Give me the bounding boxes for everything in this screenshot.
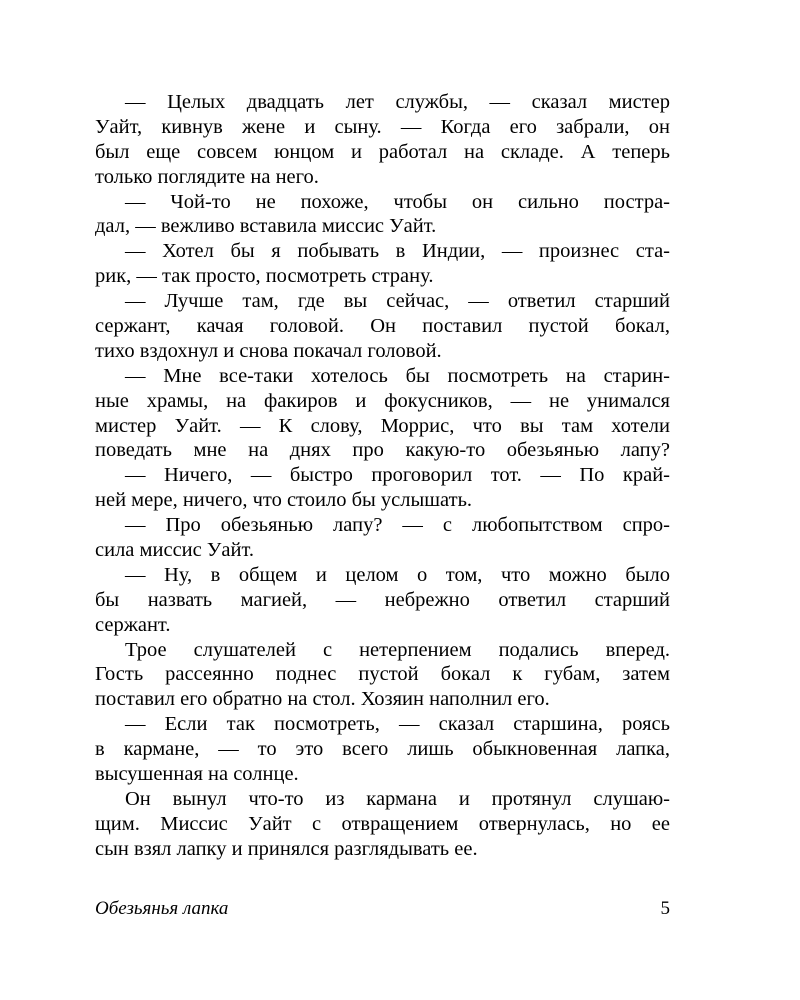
text-line: тихо вздохнул и снова покачал головой. — [95, 339, 442, 362]
text-line: — Ну, в общем и целом о том, что можно было — [125, 563, 670, 586]
text-line: бы назвать магией, — небрежно ответил старший — [95, 588, 670, 611]
text-line: поведать мне на днях про какую-то обезьянью лапу? — [95, 439, 670, 462]
text-line: Уайт, кивнув жене и сыну. — Когда его забрали, он — [95, 115, 670, 138]
text-line: поставил его обратно на стол. Хозяин наполнил его. — [95, 688, 550, 711]
text-line: — Если так посмотреть, — сказал старшина, роясь — [125, 713, 670, 736]
text-line: — Чой-то не похоже, чтобы он сильно постра- — [125, 190, 670, 213]
text-line: ные храмы, на факиров и фокусников, — не унимался — [95, 389, 670, 412]
text-line: Гость рассеянно поднес пустой бокал к губам, затем — [95, 663, 670, 686]
body-text — [95, 90, 670, 862]
text-line: был еще совсем юнцом и работал на складе. А теперь — [95, 140, 670, 163]
text-line: в кармане, — то это всего лишь обыкновенная лапка, — [95, 738, 670, 761]
page-number: 5 — [660, 898, 670, 919]
text-line: мистер Уайт. — К слову, Моррис, что вы там хотели — [95, 414, 670, 437]
text-line: — Мне все-таки хотелось бы посмотреть на старин- — [125, 364, 670, 387]
text-line: сержант, качая головой. Он поставил пустой бокал, — [95, 315, 670, 338]
text-line: дал, — вежливо вставила миссис Уайт. — [95, 215, 437, 238]
running-title: Обезьянья лапка — [95, 898, 229, 919]
text-line: Трое слушателей с нетерпением подались вперед. — [125, 638, 670, 661]
text-line: рик, — так просто, посмотреть страну. — [95, 265, 434, 288]
text-line: — Ничего, — быстро проговорил тот. — По край- — [125, 464, 670, 487]
page-footer — [95, 896, 670, 922]
text-line: — Хотел бы я побывать в Индии, — произнес ста- — [125, 240, 670, 263]
text-line: только поглядите на него. — [95, 165, 319, 188]
text-line: сын взял лапку и принялся разглядывать ее. — [95, 837, 478, 860]
text-line: — Про обезьянью лапу? — с любопытством спро- — [125, 514, 670, 537]
text-line: сержант. — [95, 613, 171, 636]
text-line: сила миссис Уайт. — [95, 539, 254, 562]
text-line: Он вынул что-то из кармана и протянул слушаю- — [125, 787, 670, 810]
text-line: ней мере, ничего, что стоило бы услышать. — [95, 489, 473, 512]
text-line: — Лучше там, где вы сейчас, — ответил старший — [125, 290, 670, 313]
text-line: щим. Миссис Уайт с отвращением отвернулась, но ее — [95, 812, 670, 835]
text-line: высушенная на солнце. — [95, 763, 299, 786]
text-line: — Целых двадцать лет службы, — сказал мистер — [125, 91, 670, 113]
